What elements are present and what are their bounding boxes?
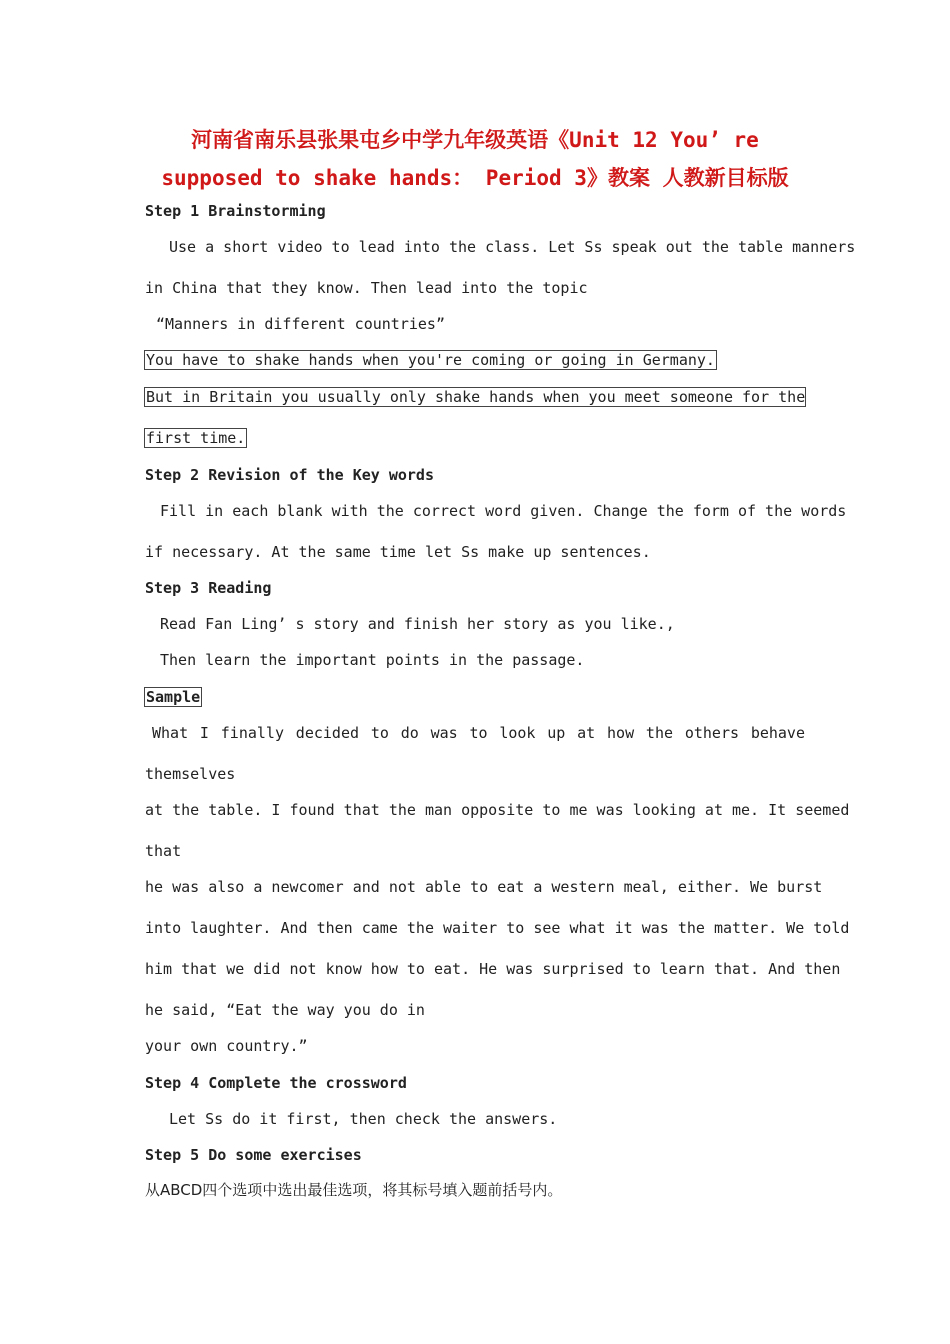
sample-line: he was also a newcomer and not able to eat a western meal, either. We burst [145, 878, 823, 896]
step4-line-1: Let Ss do it first, then check the answers. [169, 1110, 558, 1128]
sample-line: themselves [145, 765, 236, 783]
step5-line-1: 从ABCD四个选项中选出最佳选项，将其标号填入题前括号内。 [145, 1181, 563, 1199]
step1-example-box-2-text: But in Britain you usually only shake hands when you meet someone for the [146, 388, 806, 406]
sample-line: him that we did not know how to eat. He was surprised to learn that. And then [145, 960, 841, 978]
sample-line: he said, “Eat the way you do in [145, 1001, 425, 1019]
sample-line: at the table. I found that the man opposite to me was looking at me. It seemed [145, 801, 850, 819]
step3-line-1: Read Fan Ling’ s story and finish her story as you like., [160, 615, 675, 633]
step1-example-box-1 [144, 350, 806, 370]
step1-example-box-3 [144, 428, 806, 448]
step2-line-1: Fill in each blank with the correct word given. Change the form of the words [160, 502, 847, 520]
step1-paragraph-line-2: in China that they know. Then lead into the topic [145, 279, 588, 297]
document-title-line-2: supposed to shake hands： Period 3》教案 人教新目标版 [161, 166, 789, 190]
step1-example-box-2 [144, 387, 806, 407]
sample-line: that [145, 842, 182, 860]
step1-topic: “Manners in different countries” [156, 315, 445, 333]
step5-heading: Step 5 Do some exercises [145, 1146, 362, 1164]
sample-label-text: Sample [146, 688, 201, 706]
step2-line-2: if necessary. At the same time let Ss make up sentences. [145, 543, 651, 561]
document-title-line-1: 河南省南乐县张果屯乡中学九年级英语《Unit 12 You’ re [191, 128, 759, 152]
sample-line: your own country.” [145, 1037, 308, 1055]
step1-example-box-1-text: You have to shake hands when you're coming or going in Germany. [146, 351, 715, 369]
step4-heading: Step 4 Complete the crossword [145, 1074, 407, 1092]
sample-line: What I finally decided to do was to look up at how the others behave [152, 724, 805, 742]
step1-paragraph-line-1: Use a short video to lead into the class. Let Ss speak out the table manners [169, 238, 856, 256]
sample-line: into laughter. And then came the waiter to see what it was the matter. We told [145, 919, 850, 937]
step3-line-2: Then learn the important points in the passage. [160, 651, 585, 669]
step3-heading: Step 3 Reading [145, 579, 272, 597]
step2-heading: Step 2 Revision of the Key words [145, 466, 434, 484]
sample-label [144, 687, 806, 707]
step1-example-box-3-text: first time. [146, 429, 246, 447]
step1-heading: Step 1 Brainstorming [145, 202, 326, 220]
